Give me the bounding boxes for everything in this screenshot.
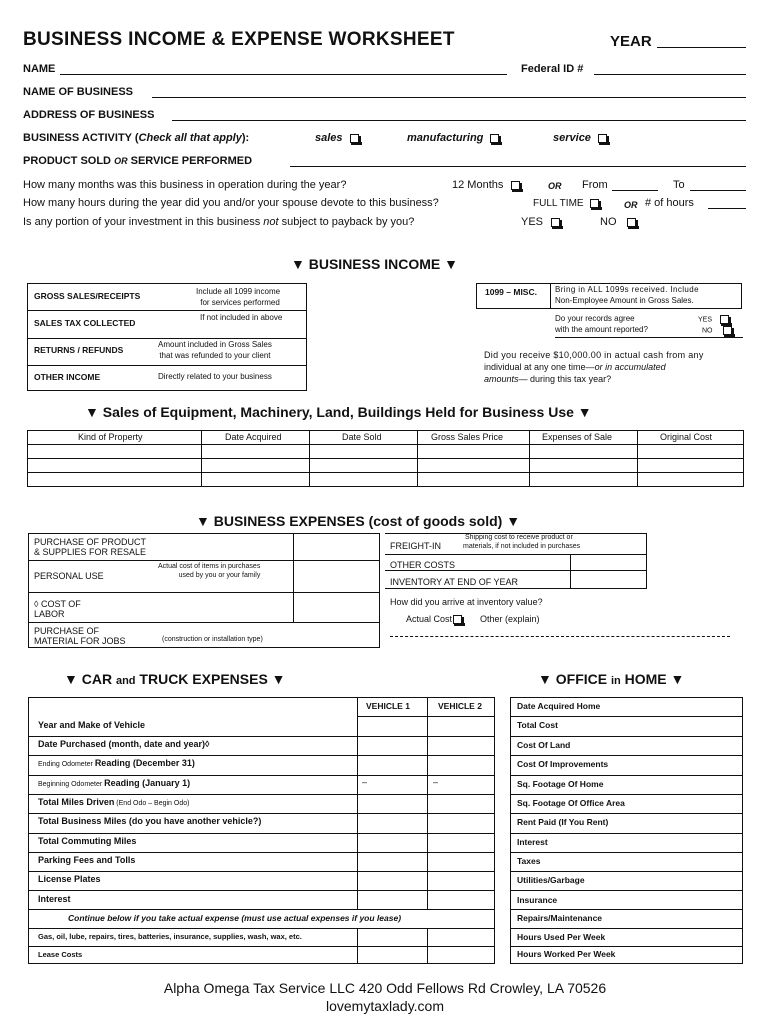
hours-label: # of hours (645, 197, 694, 209)
col-original-cost: Original Cost (660, 432, 713, 442)
business-expenses-heading: ▼ BUSINESS EXPENSES (cost of goods sold) ▼ (196, 513, 521, 529)
office-row-hours-used: Hours Used Per Week (517, 932, 606, 942)
federal-id-label: Federal ID # (521, 63, 584, 75)
gross-sales-label: GROSS SALES/RECEIPTS (34, 291, 141, 301)
car-row-total-miles: Total Miles Driven (End Odo – Begin Odo) (38, 797, 190, 807)
year-label: YEAR (610, 33, 652, 50)
to-label: To (673, 179, 685, 191)
equipment-heading: ▼ Sales of Equipment, Machinery, Land, Buildings Held for Business Use ▼ (85, 404, 592, 420)
checkbox-icon[interactable] (590, 199, 599, 208)
footer-website: lovemytaxlady.com (325, 998, 444, 1014)
office-table (510, 697, 743, 964)
car-row-date: Date Purchased (month, date and year)◊ (38, 739, 210, 749)
months-question: How many months was this business in operation during the year? (23, 179, 347, 191)
name-label: NAME (23, 63, 56, 75)
freight-note: Shipping cost to receive product or materials, if not included in purchases (463, 534, 581, 550)
name-field[interactable] (60, 74, 507, 75)
checkbox-icon[interactable] (511, 181, 520, 190)
car-row-year: Year and Make of Vehicle (38, 720, 146, 730)
checkbox-icon[interactable] (627, 218, 636, 227)
footer-company: Alpha Omega Tax Service LLC 420 Odd Fellows Rd Crowley, LA 70526 (163, 980, 607, 996)
personal-use-note: Actual cost of items in purchases used by you or your family (158, 563, 261, 579)
page-title: BUSINESS INCOME & EXPENSE WORKSHEET (23, 29, 455, 50)
checkbox-icon[interactable] (490, 134, 499, 143)
office-row-sq-home: Sq. Footage Of Home (517, 779, 604, 789)
dash-v2: – (433, 777, 439, 787)
to-field[interactable] (690, 190, 746, 191)
office-home-heading: ▼ OFFICE in HOME ▼ (538, 671, 685, 687)
car-continue-note: Continue below if you take actual expense (must use actual expenses if you lease) (68, 913, 402, 923)
checkbox-icon[interactable] (720, 315, 729, 324)
car-row-commuting: Total Commuting Miles (38, 836, 137, 846)
checkbox-icon[interactable] (598, 134, 607, 143)
freight-in-label: FREIGHT-IN (390, 541, 441, 551)
months-12[interactable]: 12 Months (452, 179, 520, 191)
year-field[interactable] (657, 47, 746, 48)
cash-question: Did you receive $10,000.00 in actual cash from any individual at any one time—or in accumulated amounts— during this tax year? (484, 350, 704, 384)
product-sold-field[interactable] (290, 166, 746, 167)
other-explain-label: Other (explain) (480, 614, 540, 624)
dash-v1: – (362, 777, 368, 787)
car-row-license: License Plates (38, 874, 101, 884)
business-income-heading: ▼ BUSINESS INCOME ▼ (291, 256, 458, 272)
actual-cost-option[interactable]: Actual Cost (406, 614, 462, 624)
payback-no[interactable]: NO (600, 216, 636, 228)
office-row-insurance: Insurance (517, 895, 558, 905)
service-option[interactable]: service (553, 132, 607, 144)
explain-line[interactable] (390, 636, 730, 637)
checkbox-icon[interactable] (350, 134, 359, 143)
col-kind: Kind of Property (78, 432, 143, 442)
hours-field[interactable] (708, 208, 746, 209)
business-activity-label: BUSINESS ACTIVITY (Check all that apply): (23, 132, 250, 144)
returns-note: Amount included in Gross Sales that was refunded to your client (158, 340, 272, 360)
col-gross-sales: Gross Sales Price (431, 432, 504, 442)
address-label: ADDRESS OF BUSINESS (23, 109, 155, 121)
checkbox-icon[interactable] (453, 615, 462, 624)
or-text: OR (624, 200, 638, 210)
full-time-option[interactable]: FULL TIME (533, 198, 599, 209)
misc-note: Bring in ALL 1099s received. Include Non-Employee Amount in Gross Sales. (555, 285, 699, 305)
sales-tax-note: If not included in above (200, 313, 283, 322)
sales-option[interactable]: sales (315, 132, 359, 144)
car-row-parking: Parking Fees and Tolls (38, 855, 136, 865)
office-row-taxes: Taxes (517, 856, 541, 866)
office-row-cost-land: Cost Of Land (517, 740, 571, 750)
office-row-hours-worked: Hours Worked Per Week (517, 949, 616, 959)
office-row-sq-office: Sq. Footage Of Office Area (517, 798, 625, 808)
other-costs-label: OTHER COSTS (390, 560, 456, 570)
name-of-business-field[interactable] (152, 97, 746, 98)
federal-id-field[interactable] (594, 74, 746, 75)
car-row-beginning-odo: Beginning Odometer Reading (January 1) (38, 778, 191, 788)
office-row-interest: Interest (517, 837, 548, 847)
office-row-improvements: Cost Of Improvements (517, 759, 609, 769)
cost-of-labor-label: ◊ COST OF LABOR (34, 599, 81, 619)
vehicle-1-header: VEHICLE 1 (366, 701, 410, 711)
from-field[interactable] (612, 190, 658, 191)
other-income-note: Directly related to your business (158, 372, 272, 381)
inventory-question: How did you arrive at inventory value? (390, 597, 543, 607)
payback-question: Is any portion of your investment in this business not subject to payback by you? (23, 216, 415, 228)
office-row-date-acquired: Date Acquired Home (517, 701, 601, 711)
misc-label: 1099 – MISC. (485, 287, 537, 297)
inventory-label: INVENTORY AT END OF YEAR (390, 577, 519, 587)
name-of-business-label: NAME OF BUSINESS (23, 86, 134, 98)
or-text: OR (548, 181, 562, 191)
manufacturing-option[interactable]: manufacturing (407, 132, 499, 144)
returns-label: RETURNS / REFUNDS (34, 345, 124, 355)
sales-tax-label: SALES TAX COLLECTED (34, 318, 136, 328)
records-yes[interactable]: YES (698, 315, 729, 324)
col-date-sold: Date Sold (342, 432, 382, 442)
purchase-material-label: PURCHASE OF MATERIAL FOR JOBS (34, 626, 126, 646)
office-row-repairs: Repairs/Maintenance (517, 913, 603, 923)
vehicle-2-header: VEHICLE 2 (438, 701, 482, 711)
car-row-interest: Interest (38, 894, 71, 904)
car-row-ending-odo: Ending Odometer Reading (December 31) (38, 758, 195, 768)
address-field[interactable] (172, 120, 746, 121)
col-expenses: Expenses of Sale (542, 432, 613, 442)
office-row-utilities: Utilities/Garbage (517, 875, 585, 885)
car-row-gas: Gas, oil, lube, repairs, tires, batteries, insurance, supplies, wash, wax, etc. (38, 932, 302, 941)
records-no[interactable]: NO (702, 326, 732, 335)
purchase-product-label: PURCHASE OF PRODUCT & SUPPLIES FOR RESALE (34, 537, 147, 557)
car-truck-heading: ▼ CAR and TRUCK EXPENSES ▼ (64, 671, 286, 687)
personal-use-label: PERSONAL USE (34, 571, 104, 581)
gross-sales-note: Include all 1099 income for services performed (196, 287, 281, 307)
product-sold-label: PRODUCT SOLD OR SERVICE PERFORMED (23, 155, 253, 167)
car-row-business-miles: Total Business Miles (do you have another vehicle?) (38, 816, 262, 826)
office-row-total-cost: Total Cost (517, 720, 558, 730)
car-table (28, 697, 495, 964)
hours-question: How many hours during the year did you and/or your spouse devote to this business? (23, 197, 439, 209)
col-date-acquired: Date Acquired (225, 432, 282, 442)
checkbox-icon[interactable] (723, 326, 732, 335)
office-row-rent: Rent Paid (If You Rent) (517, 817, 609, 827)
from-label: From (582, 179, 608, 191)
other-income-label: OTHER INCOME (34, 372, 101, 382)
car-row-lease: Lease Costs (38, 950, 83, 959)
purchase-material-note: (construction or installation type) (162, 636, 263, 643)
checkbox-icon[interactable] (551, 218, 560, 227)
records-question: Do your records agree with the amount reported? (555, 314, 648, 334)
payback-yes[interactable]: YES (521, 216, 560, 228)
